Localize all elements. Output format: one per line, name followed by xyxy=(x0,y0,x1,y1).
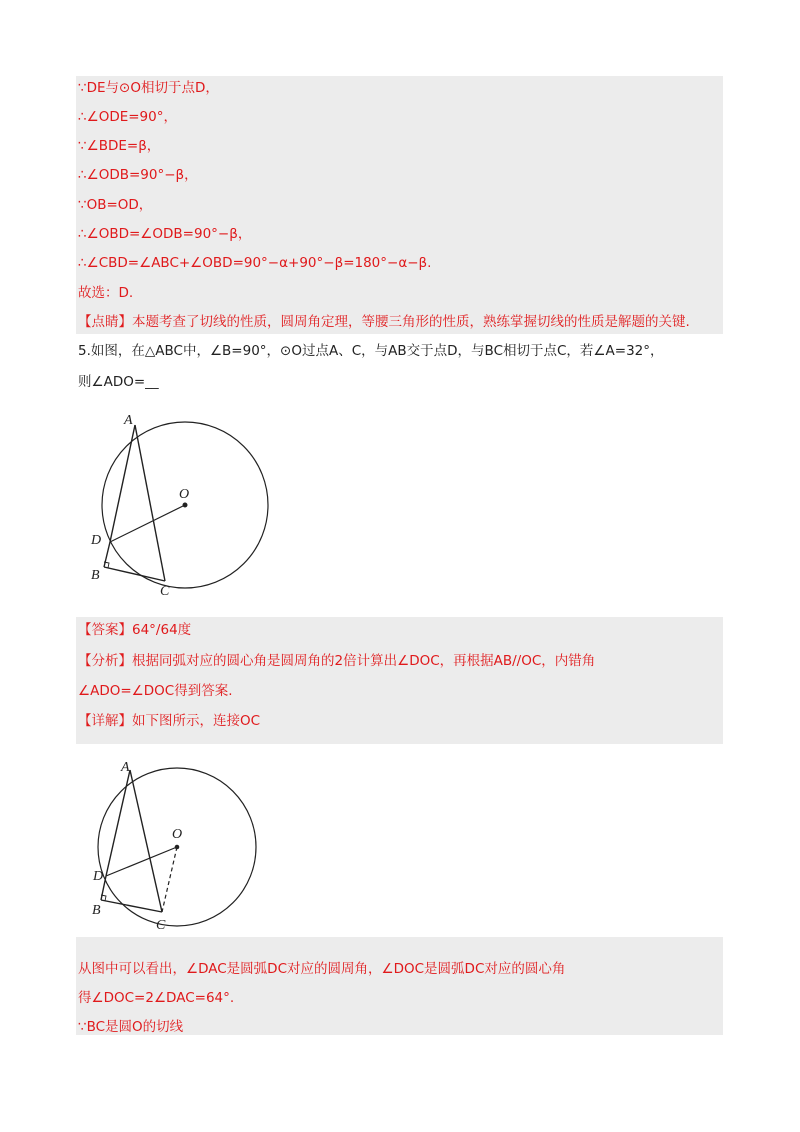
sol-line-5: ∵OB=OD， xyxy=(78,197,153,213)
label-c: C xyxy=(160,584,170,599)
answer-tag: 【答案】 xyxy=(78,622,132,638)
sol-line-6: ∴∠OBD=∠ODB=90°−β， xyxy=(78,226,252,242)
explanation-line-2: 得∠DOC=2∠DAC=64°. xyxy=(78,990,235,1006)
comment-text: 本题考查了切线的性质，圆周角定理，等腰三角形的性质，熟练掌握切线的性质是解题的关键. xyxy=(132,314,690,330)
sol-line-7: ∴∠CBD=∠ABC+∠OBD=90°−α+90°−β=180°−α−β. xyxy=(78,255,432,271)
center-point xyxy=(183,503,188,508)
label-a: A xyxy=(124,413,133,428)
comment-tag: 【点睛】 xyxy=(78,314,132,330)
analysis-line-2: ∠ADO=∠DOC得到答案. xyxy=(78,683,233,699)
sol-line-2: ∴∠ODE=90°， xyxy=(78,109,177,125)
center-point-2 xyxy=(175,845,180,850)
sol-line-3: ∵∠BDE=β， xyxy=(78,138,161,154)
comment-line xyxy=(78,312,690,332)
label-b-2: B xyxy=(92,903,101,918)
sol-line-1: ∵DE与⊙O相切于点D， xyxy=(78,80,219,96)
detail-tag: 【详解】 xyxy=(78,713,132,729)
segment-ad xyxy=(110,425,135,542)
segment-do xyxy=(110,505,185,542)
detail-line xyxy=(78,711,260,731)
analysis-text-1: 根据同弧对应的圆心角是圆周角的2倍计算出∠DOC，再根据AB//OC，内错角 xyxy=(132,653,596,669)
answer-line xyxy=(78,620,191,640)
explanation-line-1: 从图中可以看出，∠DAC是圆弧DC对应的圆周角，∠DOC是圆弧DC对应的圆心角 xyxy=(78,961,566,977)
choice-line: 故选：D. xyxy=(78,285,134,301)
label-d: D xyxy=(91,533,102,548)
sol-line-4: ∴∠ODB=90°−β， xyxy=(78,167,198,183)
label-d-2: D xyxy=(93,869,104,884)
solution-figure xyxy=(76,749,264,937)
label-a-2: A xyxy=(121,760,130,775)
question-5-line-2: 则∠ADO=__ xyxy=(78,374,159,390)
answer-text: 64°/64度 xyxy=(132,622,192,638)
segment-bc xyxy=(104,567,165,581)
label-c-2: C xyxy=(156,918,166,933)
label-o: O xyxy=(179,487,190,502)
question-figure xyxy=(86,408,286,603)
analysis-line-1 xyxy=(78,651,595,671)
detail-text: 如下图所示，连接OC xyxy=(132,713,261,729)
segment-ac xyxy=(135,425,165,581)
label-o-2: O xyxy=(172,827,183,842)
question-5-line-1: 5.如图，在△ABC中，∠B=90°，⊙O过点A、C，与AB交于点D，与BC相切于点C，若∠A=32°， xyxy=(78,343,664,359)
label-b: B xyxy=(91,568,100,583)
explanation-line-3: ∵BC是圆O的切线 xyxy=(78,1019,184,1035)
analysis-tag: 【分析】 xyxy=(78,653,132,669)
